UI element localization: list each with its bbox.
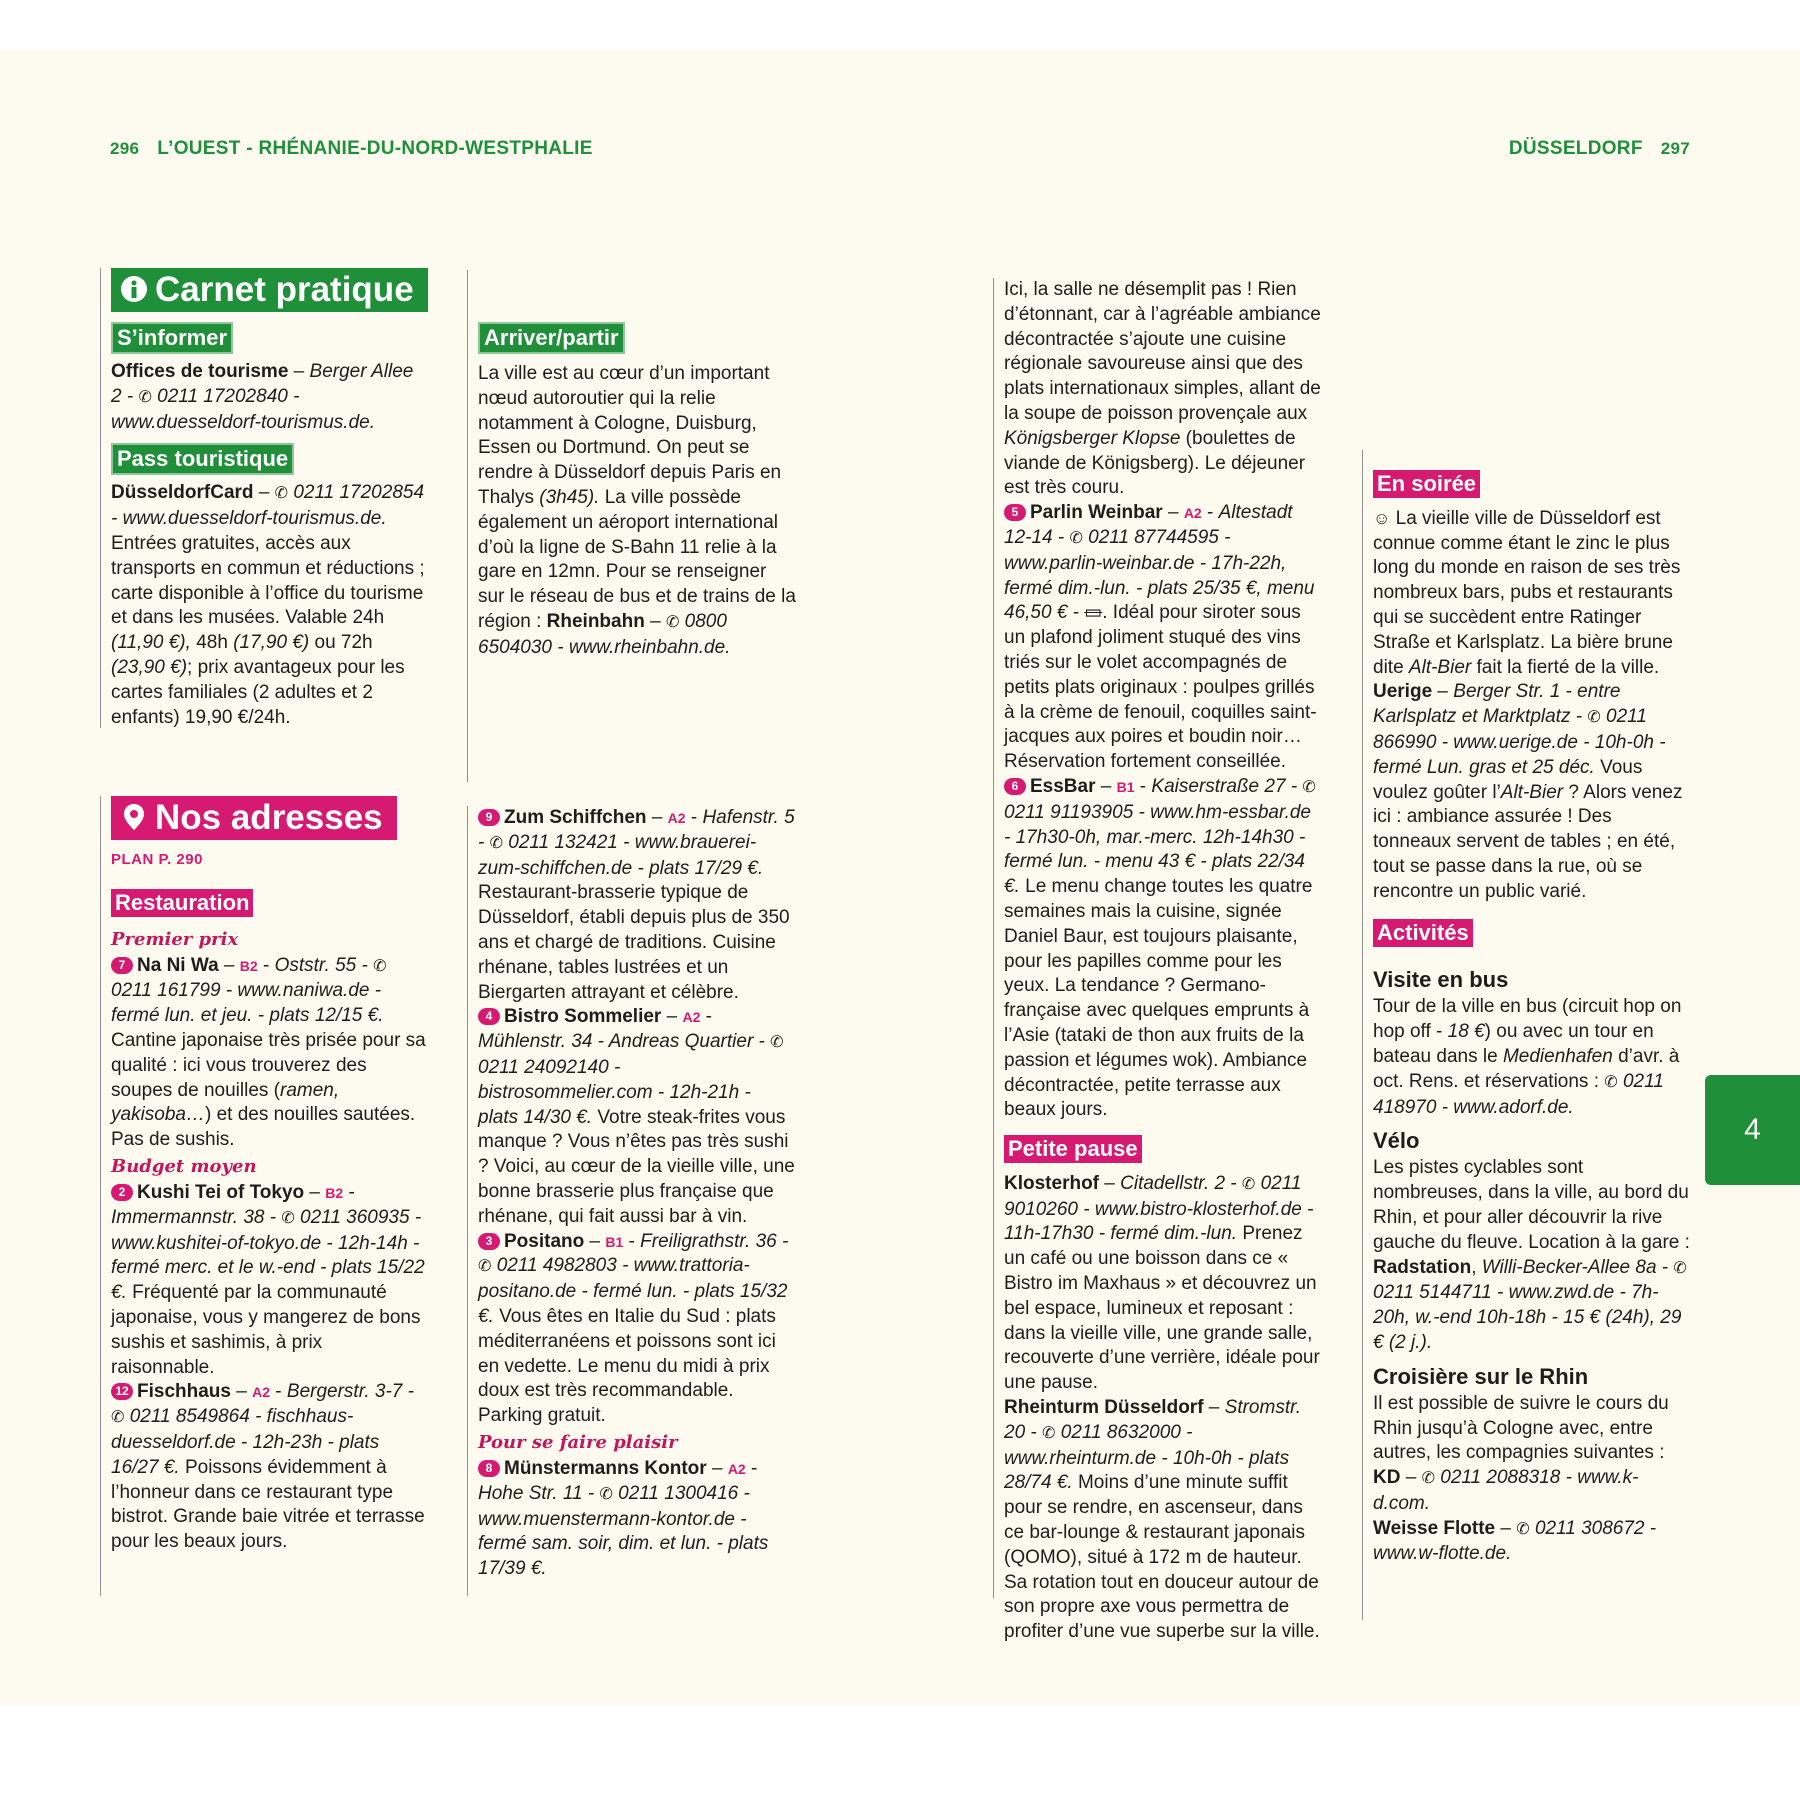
- entry-description: Votre steak-frites vous manque ? Vous n’êtes pas très sushi ? Voici, au cœur de la vieille ville, une bonne brasserie plus française que rhénane, qui fait aussi bar à vin.: [478, 1106, 795, 1227]
- entry-description: Ici, la salle ne désemplit pas ! Rien d’étonnant, car à l’agréable ambiance décontractée s’ajoute une cuisine régionale savoureuse ainsi que des plats internationaux simples, allant de la soupe de poisson provençale aux: [1004, 279, 1321, 424]
- entry-address: Willi-Becker-Allee 8a -: [1481, 1256, 1674, 1278]
- velo-text: Les pistes cyclables sont nombreuses, dans la ville, au bord du Rhin, et pour aller découvrir la rive gauche du fleuve. Location à la gare :: [1373, 1157, 1690, 1253]
- entry-address: Stromstr. 20 -: [1004, 1397, 1302, 1443]
- entry-address: Oststr. 55 -: [274, 954, 374, 976]
- map-grid-ref: A2: [667, 810, 686, 826]
- phone-icon: ✆: [111, 1409, 125, 1427]
- carnet-heading: [111, 268, 428, 312]
- map-marker-badge: 5: [1004, 504, 1026, 521]
- bus-text-2: ) ou avec un tour en bateau dans le: [1373, 1021, 1654, 1067]
- column-4: [1362, 450, 1691, 1620]
- entry-description-end: (boulettes de viande de Königsberg). Le déjeuner est très couru.: [1004, 427, 1306, 499]
- map-grid-ref: B2: [325, 1184, 344, 1201]
- phone-icon: ✆: [373, 957, 387, 975]
- entry-description: Idéal pour siroter sous un plafond joliment stuqué des vins triés sur le volet accompagnés de petits plats originaux : poulpes grillés à la crème de fenouil, coquilles saint-jacques aux poires et boudin noir… Réservation fortement conseillée.: [1004, 602, 1317, 773]
- entry-name: Zum Schiffchen: [504, 807, 647, 828]
- entry-name: Kushi Tei of Tokyo: [137, 1181, 305, 1203]
- entry-website[interactable]: - www.k-d.com.: [1373, 1467, 1639, 1514]
- adresses-title: Nos adresses: [155, 798, 383, 837]
- plan-reference[interactable]: PLAN P. 290: [111, 851, 203, 868]
- bus-text-italic: Medienhafen: [1502, 1045, 1613, 1067]
- entry-velo: Les pistes cyclables sont nombreuses, dans la ville, au bord du Rhin, et pour aller découvrir la rive gauche du fleuve. Location à la gare : Radstation, Willi-Becker-Allee 8a - ✆ 0211 5144711 - www.zwd.de - 7h-20h, w.-end 10h-18h - 15 € (24h), 29 € (2 j.).: [1373, 1157, 1690, 1353]
- entry-phone: 0211 9010260: [1004, 1172, 1302, 1220]
- entry-address: Freiligrathstr. 36 -: [640, 1230, 789, 1252]
- croisiere-text: Il est possible de suivre le cours du Rhin jusqu’à Cologne avec, entre autres, les compagnies suivantes :: [1373, 1392, 1669, 1464]
- phone-icon: ✆: [1042, 1424, 1056, 1442]
- soiree-text-end: fait la fierté de la ville.: [1471, 656, 1660, 678]
- entry-kontor-continued: [1004, 278, 1322, 501]
- informer-name: Offices de tourisme: [111, 361, 289, 382]
- pass-price-48h: (17,90 €): [233, 632, 310, 654]
- entry-description-end: ? Alors venez ici : ambiance assurée ! Des tonneaux servent de tables ; en été, tout se passe dans la rue, où se rencontre un public varié.: [1373, 781, 1683, 902]
- entry-name: Uerige: [1373, 681, 1433, 703]
- en-soiree-heading: En soirée: [1373, 470, 1480, 498]
- bus-text: Tour de la ville en bus (circuit hop on hop off -: [1373, 996, 1682, 1043]
- location-pin-icon: [119, 802, 149, 832]
- entry-details: - www.bistro-klosterhof.de - 11h-17h30 - fermé dim.-lun.: [1004, 1198, 1314, 1245]
- pass-price-72h: (23,90 €): [111, 656, 188, 678]
- entry-name: Weisse Flotte: [1373, 1517, 1496, 1539]
- rheinbahn-website[interactable]: www.rheinbahn.de.: [568, 636, 731, 658]
- rheinbahn-name: Rheinbahn: [546, 610, 645, 632]
- entry-address: Berger Str. 1 - entre Karlsplatz et Marktplatz -: [1373, 681, 1621, 728]
- map-marker-badge: 7: [111, 957, 133, 974]
- right-page-number: 297: [1660, 139, 1690, 158]
- entry-sommelier: 4 Bistro Sommelier – A2 - Mühlenstr. 34 - Andreas Quartier - ✆ 0211 24092140 - bistrosommelier.com - 12h-21h - plats 14/30 €. Votre steak-frites vous manque ? Vous n’êtes pas très sushi ? Voici, au cœur de la vieille ville, une bonne brasserie plus française que rhénane, qui fait aussi bar à vin.: [478, 1006, 795, 1227]
- entry-description: Vous voulez goûter l’: [1373, 756, 1643, 803]
- entry-phone: 0211 1300416: [618, 1482, 739, 1504]
- entry-address: Hohe Str. 11 -: [478, 1482, 600, 1504]
- entry-rheinturm: Rheinturm Düsseldorf – Stromstr. 20 - ✆ 0211 8632000 - www.rheinturm.de - 10h-0h - plats 28/74 €. Moins d’une minute suffit pour se rendre, en ascenseur, dans ce bar-lounge & restaurant japonais (QOMO), situé à 172 m de hauteur. Sa rotation tout en douceur autour de son propre axe vous permettra de profiter d’une vue superbe sur la ville.: [1004, 1397, 1320, 1643]
- budget-moyen-heading: Budget moyen: [111, 1155, 257, 1177]
- arriver-text-1: La ville est au cœur d’un important nœud autoroutier qui la relie notamment à Cologne, Duisburg, Essen ou Dortmund. On peut se rendre à Düsseldorf depuis Paris en Thalys: [478, 363, 782, 508]
- phone-icon: ✆: [1673, 1259, 1687, 1277]
- entry-description: Cantine japonaise très prisée pour sa qualité : ici vous trouverez des soupes de nouilles (: [111, 1029, 426, 1101]
- map-marker-badge: 8: [478, 1460, 500, 1477]
- phone-icon: ✆: [274, 485, 289, 503]
- smiley-icon: ☺: [1373, 508, 1391, 528]
- entry-croisiere: Il est possible de suivre le cours du Rhin jusqu’à Cologne avec, entre autres, les compagnies suivantes : KD – ✆ 0211 2088318 - www.k-d.com. Weisse Flotte – ✆ 0211 308672 - www.w-flotte.de.: [1373, 1392, 1669, 1565]
- left-chapter-title: L’OUEST - RHÉNANIE-DU-NORD-WESTPHALIE: [157, 138, 593, 159]
- entry-description: Prenez un café ou une boisson dans ce « Bistro im Maxhaus » et découvrez un bel espace, lumineux et reposant : dans la vieille ville, une grande salle, recouverte d’une verrière, idéale pour une pause.: [1004, 1223, 1320, 1394]
- entry-description: Poissons évidemment à l’honneur dans ce restaurant type bistrot. Grande baie vitrée et terrasse pour les beaux jours.: [111, 1456, 425, 1553]
- phone-icon: ✆: [478, 1258, 492, 1276]
- entry-details: - www.parlin-weinbar.de - 17h-22h, fermé dim.-lun. - plats 25/35 €, menu 46,50 € -: [1004, 526, 1315, 624]
- entry-address: Hafenstr. 5 -: [478, 807, 795, 853]
- pass-heading: Pass touristique: [111, 443, 294, 475]
- arriver-duration: (3h45).: [539, 486, 600, 508]
- informer-address: Berger Allee 2: [111, 361, 414, 407]
- entry-phone: 0211 91193905: [1004, 801, 1134, 823]
- map-marker-badge: 4: [478, 1008, 500, 1025]
- phone-icon: ✆: [1516, 1520, 1530, 1538]
- entry-name: EssBar: [1030, 775, 1096, 797]
- pass-website[interactable]: www.duesseldorf-tourismus.de.: [122, 508, 387, 530]
- entry-address: Citadellstr. 2 -: [1120, 1172, 1242, 1194]
- rheinbahn-phone: 0800 6504030: [478, 610, 727, 658]
- chapter-tab[interactable]: [1705, 1075, 1800, 1185]
- entry-details: - www.muenstermann-kontor.de - fermé sam. soir, dim. et lun. - plats 17/39 €.: [478, 1482, 769, 1580]
- entry-address: Immermannstr. 38 -: [111, 1206, 282, 1228]
- entry-phone: 0211 2088318: [1440, 1467, 1561, 1489]
- entry-details: - www.rheinturm.de - 10h-0h - plats 28/74 €.: [1004, 1421, 1290, 1494]
- adresses-column-1: [100, 796, 429, 1596]
- informer-phone: 0211 17202840: [157, 385, 288, 407]
- entry-phone: 0211 8632000: [1060, 1421, 1181, 1443]
- entry-details: - bistrosommelier.com - 12h-21h - plats 14/30 €.: [478, 1056, 751, 1128]
- entry-name: Fischhaus: [137, 1381, 231, 1403]
- entry-schiffchen: 9 Zum Schiffchen – A2 - Hafenstr. 5 - ✆ 0211 132421 - www.brauerei-zum-schiffchen.de - plats 17/29 €. Restaurant-brasserie typique de Düsseldorf, établi depuis plus de 350 ans et chargé de traditions. Cuisine rhénane, tables lustrées et un Biergarten attrayant et célèbre.: [478, 807, 795, 1003]
- entry-name: Na Ni Wa: [137, 954, 219, 976]
- entry-name: Münstermanns Kontor: [504, 1457, 707, 1479]
- entry-fischhaus: 12 Fischhaus – A2 - Bergerstr. 3-7 - ✆ 0211 8549864 - fischhaus-duesseldorf.de - 12h-23h - plats 16/27 €. Poissons évidemment à l’honneur dans ce restaurant type bistrot. Grande baie vitrée et terrasse pour les beaux jours.: [111, 1381, 425, 1553]
- entry-description: Restaurant-brasserie typique de Düsseldorf, établi depuis plus de 350 ans et chargé de traditions. Cuisine rhénane, tables lustrées et un Biergarten attrayant et célèbre.: [478, 882, 790, 1003]
- arriver-heading: Arriver/partir: [478, 322, 625, 354]
- entry-details: - www.uerige.de - 10h-0h - fermé Lun. gras et 25 déc.: [1373, 731, 1666, 778]
- informer-entry: Offices de tourisme – Berger Allee 2 - ✆ 0211 17202840 - www.duesseldorf-tourismus.de.: [111, 361, 414, 433]
- entry-address: Kaiserstraße 27 -: [1151, 775, 1303, 797]
- pass-text-2: 48h: [196, 632, 228, 654]
- phone-icon: ✆: [489, 834, 504, 852]
- entry-description-italic: ramen, yakisoba…: [111, 1079, 340, 1126]
- pass-text-3: ou 72h: [314, 632, 373, 654]
- credit-card-icon: ▭: [1084, 602, 1103, 624]
- entry-phone: 0211 161799: [111, 980, 221, 1002]
- entry-name: Bistro Sommelier: [504, 1006, 662, 1028]
- entry-phone: 0211 360935: [300, 1206, 410, 1228]
- arriver-entry: La ville est au cœur d’un important nœud autoroutier qui la relie notamment à Cologne, Duisburg, Essen ou Dortmund. On peut se rendre à Düsseldorf depuis Paris en Thalys (3h45). La ville possède également un aéroport international d’où la ligne de S-Bahn 11 relie à la gare en 12mn. Pour se renseigner sur le réseau de bus et de trains de la région : Rheinbahn – ✆ 0800 6504030 - www.rheinbahn.de.: [478, 363, 796, 658]
- map-marker-badge: 9: [478, 809, 500, 826]
- entry-address: Bergerstr. 3-7 -: [286, 1381, 414, 1403]
- entry-phone: 0211 132421: [508, 831, 618, 853]
- bus-heading: Visite en bus: [1373, 967, 1509, 993]
- chapter-tab-number: 4: [1744, 1113, 1761, 1146]
- phone-icon: ✆: [1421, 1470, 1435, 1488]
- phone-icon: ✆: [599, 1485, 613, 1503]
- column-3: [993, 278, 1322, 1643]
- entry-description: Moins d’une minute suffit pour se rendre, en ascenseur, dans ce bar-lounge & restaurant japonais (QOMO), situé à 172 m de hauteur. Sa rotation tout en douceur autour de son propre axe vous permettra de profiter d’une vue superbe sur la ville.: [1004, 1472, 1320, 1643]
- map-grid-ref: B1: [1116, 778, 1135, 795]
- entry-details: - www.zwd.de - 7h-20h, w.-end 10h-18h - 15 € (24h), 29 € (2 j.).: [1373, 1282, 1682, 1353]
- left-running-header: [110, 138, 593, 160]
- entry-phone: 0211 308672: [1534, 1517, 1645, 1539]
- entry-name: Radstation: [1373, 1256, 1472, 1278]
- plaisir-heading: Pour se faire plaisir: [478, 1431, 678, 1453]
- pass-name: DüsseldorfCard: [111, 482, 254, 504]
- pass-text-4: ; prix avantageux pour les cartes familiales (2 adultes et 2 enfants) 19,90 €/24h.: [111, 656, 405, 728]
- map-marker-badge: 3: [478, 1233, 500, 1250]
- entry-details: - www.hm-essbar.de - 17h30-0h, mar.-merc. 12h-14h30 - fermé lun. - menu 43 € - plats 22/34 €.: [1004, 801, 1312, 898]
- entry-details: - www.kushitei-of-tokyo.de - 12h-14h - fermé merc. et le w.-end - plats 15/22 €.: [111, 1206, 425, 1304]
- map-marker-badge: 2: [111, 1184, 133, 1201]
- map-grid-ref: A2: [252, 1384, 271, 1401]
- phone-icon: ✆: [1604, 1073, 1618, 1091]
- restauration-heading: Restauration: [111, 889, 253, 917]
- entry-details: - www.naniwa.de - fermé lun. et jeu. - plats 12/15 €.: [111, 980, 384, 1027]
- map-grid-ref: B1: [605, 1233, 624, 1250]
- entry-name: KD: [1373, 1467, 1401, 1489]
- map-grid-ref: B2: [239, 957, 258, 974]
- entry-essbar: 6 EssBar – B1 - Kaiserstraße 27 - ✆ 0211 91193905 - www.hm-essbar.de - 17h30-0h, mar.-merc. 12h-14h30 - fermé lun. - menu 43 € - plats 22/34 €. Le menu change toutes les quatre semaines mais la cuisine, signée Daniel Baur, est toujours plaisante, pour les papilles comme pour les yeux. La tendance ? Germano-française avec quelques emprunts à l’Asie (tataki de thon aux fruits de la passion et légumes wok). Ambiance décontractée, petite terrasse aux beaux jours.: [1004, 775, 1316, 1121]
- entry-positano: 3 Positano – B1 - Freiligrathstr. 36 - ✆ 0211 4982803 - www.trattoria-positano.de - fermé lun. - plats 15/32 €. Vous êtes en Italie du Sud : plats méditerranéens et poissons sont ici en vedette. Le menu du midi à prix doux est très recommandable. Parking gratuit.: [478, 1230, 789, 1427]
- phone-icon: ✆: [1069, 529, 1083, 547]
- entry-phone: 0211 24092140: [478, 1056, 609, 1078]
- arriver-text-2: La ville possède également un aéroport international d’où la ligne de S-Bahn 11 relie à la gare en 12mn. Pour se renseigner sur le réseau de bus et de trains de la région :: [478, 486, 796, 632]
- map-marker-badge: 6: [1004, 778, 1026, 795]
- pass-phone: 0211 17202854: [293, 482, 425, 504]
- adresses-column-2: [467, 806, 796, 1596]
- velo-heading: Vélo: [1373, 1128, 1420, 1154]
- entry-bus: [1373, 995, 1691, 1120]
- informer-heading: S’informer: [111, 322, 233, 354]
- pass-text-1: Entrées gratuites, accès aux transports en commun et réductions ; carte disponible à l’office du tourisme et dans les musées. Valable 24h: [111, 532, 425, 629]
- info-icon: [119, 274, 149, 304]
- entry-name: Positano: [504, 1230, 585, 1252]
- entry-phone: 0211 4982803: [496, 1255, 617, 1277]
- entry-klosterhof: Klosterhof – Citadellstr. 2 - ✆ 0211 9010260 - www.bistro-klosterhof.de - 11h-17h30 - fermé dim.-lun. Prenez un café ou une boisson dans ce « Bistro im Maxhaus » et découvrez un bel espace, lumineux et reposant : dans la vieille ville, une grande salle, recouverte d’une verrière, idéale pour une pause.: [1004, 1172, 1320, 1394]
- map-grid-ref: A2: [727, 1460, 746, 1477]
- adresses-heading: [111, 796, 397, 840]
- soiree-text: La vieille ville de Düsseldorf est connue comme étant le zinc le plus long du monde en raison de ses très nombreux bars, pubs et restaurants qui se succèdent entre Ratinger Straße et Karlsplatz. La bière brune dite: [1373, 507, 1681, 678]
- entry-naniwa: 7 Na Ni Wa – B2 - Oststr. 55 - ✆ 0211 161799 - www.naniwa.de - fermé lun. et jeu. - plats 12/15 €. Cantine japonaise très prisée pour sa qualité : ici vous trouverez des soupes de nouilles (ramen, yakisoba…) et des nouilles sautées. Pas de sushis.: [111, 954, 426, 1151]
- carnet-title: Carnet pratique: [155, 270, 414, 309]
- entry-kontor-start: 8 Münstermanns Kontor – A2 - Hohe Str. 11 - ✆ 0211 1300416 - www.muenstermann-kontor.de - fermé sam. soir, dim. et lun. - plats 17/39 €.: [478, 1457, 769, 1580]
- phone-icon: ✆: [281, 1209, 295, 1227]
- activites-heading: Activités: [1373, 919, 1473, 947]
- entry-kushi: 2 Kushi Tei of Tokyo – B2 - Immermannstr. 38 - ✆ 0211 360935 - www.kushitei-of-tokyo.de - 12h-14h - fermé merc. et le w.-end - plats 15/22 €. Fréquenté par la communauté japonaise, vous y mangerez de bons sushis et sashimis, à prix raisonnable.: [111, 1181, 425, 1378]
- entry-uerige: Uerige – Berger Str. 1 - entre Karlsplatz et Marktplatz - ✆ 0211 866990 - www.uerige.de - 10h-0h - fermé Lun. gras et 25 déc. Vous voulez goûter l’Alt-Bier ? Alors venez ici : ambiance assurée ! Des tonneaux servent de tables ; en été, tout se passe dans la rue, où se rencontre un public varié.: [1373, 681, 1683, 902]
- carnet-column-2: [467, 270, 796, 782]
- pass-entry: DüsseldorfCard – ✆ 0211 17202854 - www.duesseldorf-tourismus.de. Entrées gratuites, accès aux transports en commun et réductions ; carte disponible à l’office du tourisme et dans les musées. Valable 24h (11,90 €), 48h (17,90 €) ou 72h (23,90 €); prix avantageux pour les cartes familiales (2 adultes et 2 enfants) 19,90 €/24h.: [111, 482, 425, 728]
- phone-icon: ✆: [770, 1034, 784, 1052]
- right-running-header: [1509, 138, 1690, 160]
- entry-phone: 0211 866990: [1373, 706, 1647, 753]
- entry-description-italic: Königsberger Klopse: [1004, 427, 1181, 449]
- entry-phone: 0211 87744595: [1088, 526, 1219, 548]
- entry-name: Rheinturm Düsseldorf: [1004, 1397, 1204, 1419]
- entry-details: - www.trattoria-positano.de - fermé lun. - plats 15/32 €.: [478, 1255, 788, 1327]
- entry-details: - fischhaus-duesseldorf.de - 12h-23h - plats 16/27 €.: [111, 1406, 380, 1478]
- entry-name: Parlin Weinbar: [1030, 502, 1163, 524]
- croisiere-heading: Croisière sur le Rhin: [1373, 1363, 1589, 1389]
- entry-phone: 0211 8549864: [129, 1406, 250, 1428]
- soiree-text-italic: Alt-Bier: [1408, 656, 1472, 678]
- entry-phone: 0211 5144711: [1373, 1282, 1492, 1304]
- entry-name: Klosterhof: [1004, 1172, 1099, 1194]
- phone-icon: ✆: [1302, 778, 1316, 796]
- phone-icon: ✆: [1241, 1175, 1256, 1193]
- pass-price-24h: (11,90 €),: [111, 632, 191, 654]
- informer-website[interactable]: www.duesseldorf-tourismus.de.: [111, 411, 375, 433]
- left-page-number: 296: [110, 139, 140, 158]
- right-chapter-title: DÜSSELDORF: [1508, 138, 1643, 159]
- entry-description-italic: Alt-Bier: [1500, 781, 1564, 803]
- bus-text-3: d’avr. à oct. Rens. et réservations :: [1373, 1045, 1680, 1092]
- map-marker-badge: 12: [111, 1383, 133, 1400]
- entry-parlin: 5 Parlin Weinbar – A2 - Altestadt 12-14 - ✆ 0211 87744595 - www.parlin-weinbar.de - 17h-22h, fermé dim.-lun. - plats 25/35 €, menu 46,50 € - ▭. Idéal pour siroter sous un plafond joliment stuqué des vins triés sur le volet accompagnés de petits plats originaux : poulpes grillés à la crème de fenouil, coquilles saint-jacques aux poires et boudin noir… Réservation fortement conseillée.: [1004, 502, 1317, 773]
- entry-address: Altestadt 12-14 -: [1004, 502, 1293, 548]
- entry-address: Mühlenstr. 34 - Andreas Quartier -: [478, 1031, 771, 1053]
- phone-icon: ✆: [665, 613, 680, 631]
- soiree-intro: [1373, 507, 1691, 681]
- entry-details: - www.brauerei-zum-schiffchen.de - plats 17/29 €.: [478, 831, 764, 879]
- carnet-column-1: [100, 268, 429, 728]
- phone-icon: ✆: [138, 388, 152, 406]
- map-grid-ref: A2: [682, 1009, 701, 1026]
- entry-phone: 0211 418970: [1373, 1070, 1664, 1118]
- entry-description: Fréquenté par la communauté japonaise, vous y mangerez de bons sushis et sashimis, à prix raisonnable.: [111, 1282, 421, 1378]
- bus-price: 18 €: [1447, 1021, 1485, 1043]
- entry-description-end: ) et des nouilles sautées. Pas de sushis.: [111, 1104, 416, 1151]
- entry-description: Le menu change toutes les quatre semaines mais la cuisine, signée Daniel Baur, est toujours plaisante, pour les papilles comme pour les yeux. La tendance ? Germano-française avec quelques emprunts à l’Asie (tataki de thon aux fruits de la passion et légumes wok). Ambiance décontractée, petite terrasse aux beaux jours.: [1004, 876, 1313, 1121]
- entry-website[interactable]: - www.w-flotte.de.: [1373, 1517, 1657, 1565]
- premier-prix-heading: Premier prix: [111, 928, 239, 950]
- entry-description: Vous êtes en Italie du Sud : plats méditerranéens et poissons sont ici en vedette. Le menu du midi à prix doux est très recommandable. Parking gratuit.: [478, 1305, 776, 1427]
- petite-pause-heading: Petite pause: [1004, 1135, 1142, 1163]
- map-grid-ref: A2: [1183, 505, 1202, 522]
- entry-details: - www.adorf.de.: [1441, 1096, 1574, 1118]
- phone-icon: ✆: [1587, 709, 1601, 727]
